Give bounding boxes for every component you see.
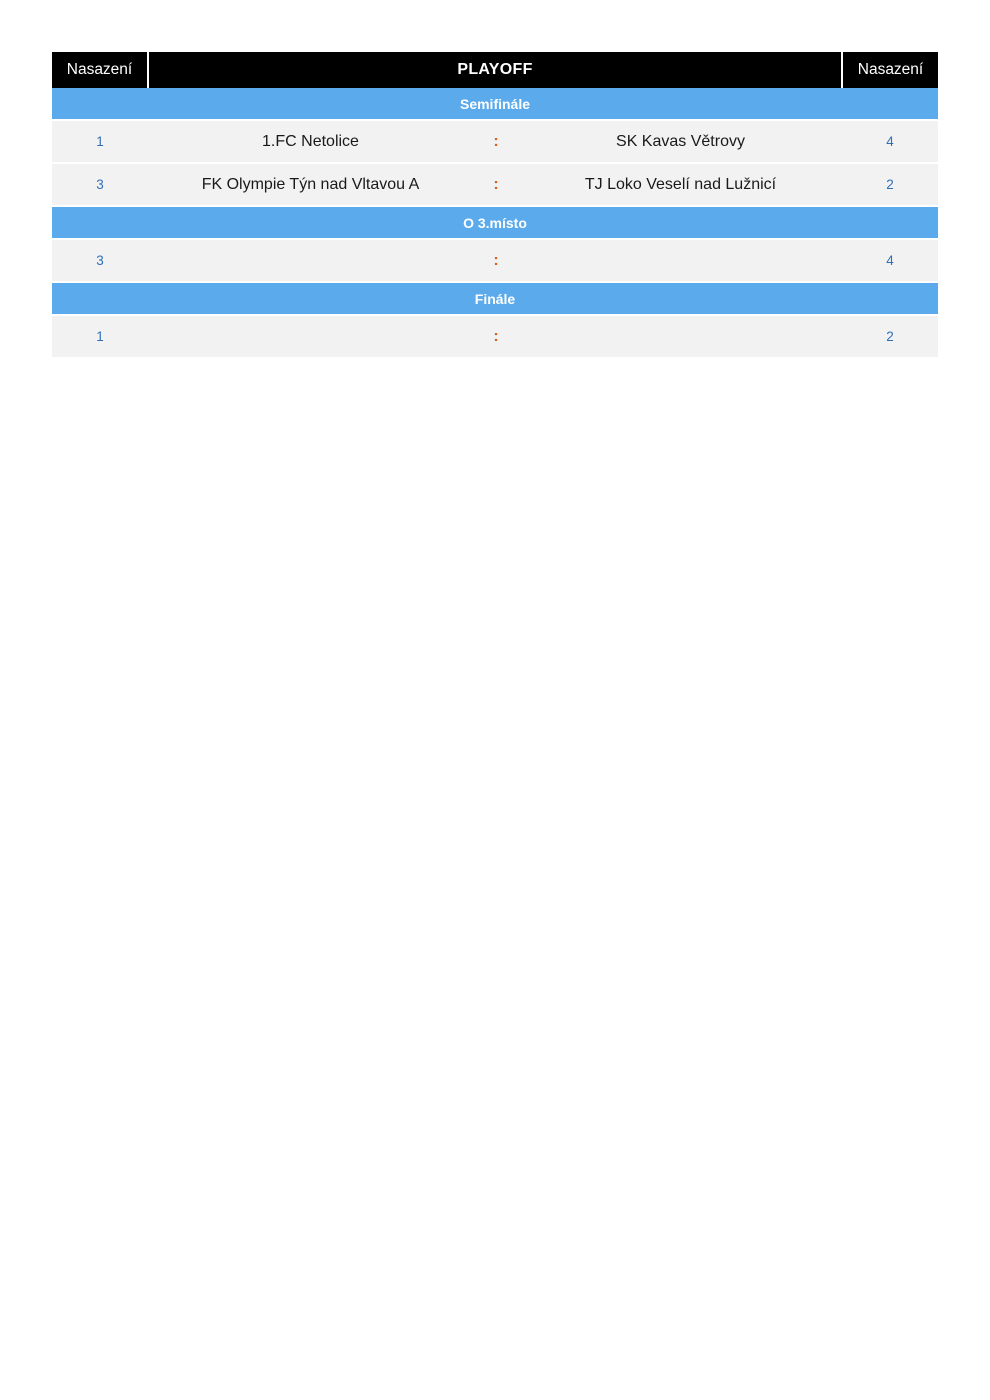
header-left-seeding-label: Nasazení	[52, 52, 148, 88]
home-seed: 1	[52, 120, 148, 163]
away-team	[519, 239, 842, 282]
home-team	[148, 315, 473, 358]
home-team	[148, 239, 473, 282]
home-team: 1.FC Netolice	[148, 120, 473, 163]
header-title: PLAYOFF	[148, 52, 842, 88]
away-seed: 2	[842, 163, 938, 206]
away-team: SK Kavas Větrovy	[519, 120, 842, 163]
score-separator: :	[473, 120, 519, 163]
home-team: FK Olympie Týn nad Vltavou A	[148, 163, 473, 206]
away-seed: 4	[842, 239, 938, 282]
table-row	[52, 239, 938, 282]
section-header-finale	[52, 282, 938, 315]
section-title: Finále	[52, 282, 938, 315]
section-title: O 3.místo	[52, 206, 938, 239]
home-seed: 1	[52, 315, 148, 358]
home-seed: 3	[52, 239, 148, 282]
header-right-seeding-label: Nasazení	[842, 52, 938, 88]
away-seed: 4	[842, 120, 938, 163]
playoff-bracket-table	[52, 52, 938, 359]
section-header-semifinale	[52, 88, 938, 120]
away-seed: 2	[842, 315, 938, 358]
section-header-third-place	[52, 206, 938, 239]
table-row	[52, 120, 938, 163]
away-team: TJ Loko Veselí nad Lužnicí	[519, 163, 842, 206]
score-separator: :	[473, 239, 519, 282]
table-row	[52, 315, 938, 358]
score-separator: :	[473, 163, 519, 206]
table-row	[52, 163, 938, 206]
bracket-header-row	[52, 52, 938, 88]
home-seed: 3	[52, 163, 148, 206]
score-separator: :	[473, 315, 519, 358]
section-title: Semifinále	[52, 88, 938, 120]
away-team	[519, 315, 842, 358]
